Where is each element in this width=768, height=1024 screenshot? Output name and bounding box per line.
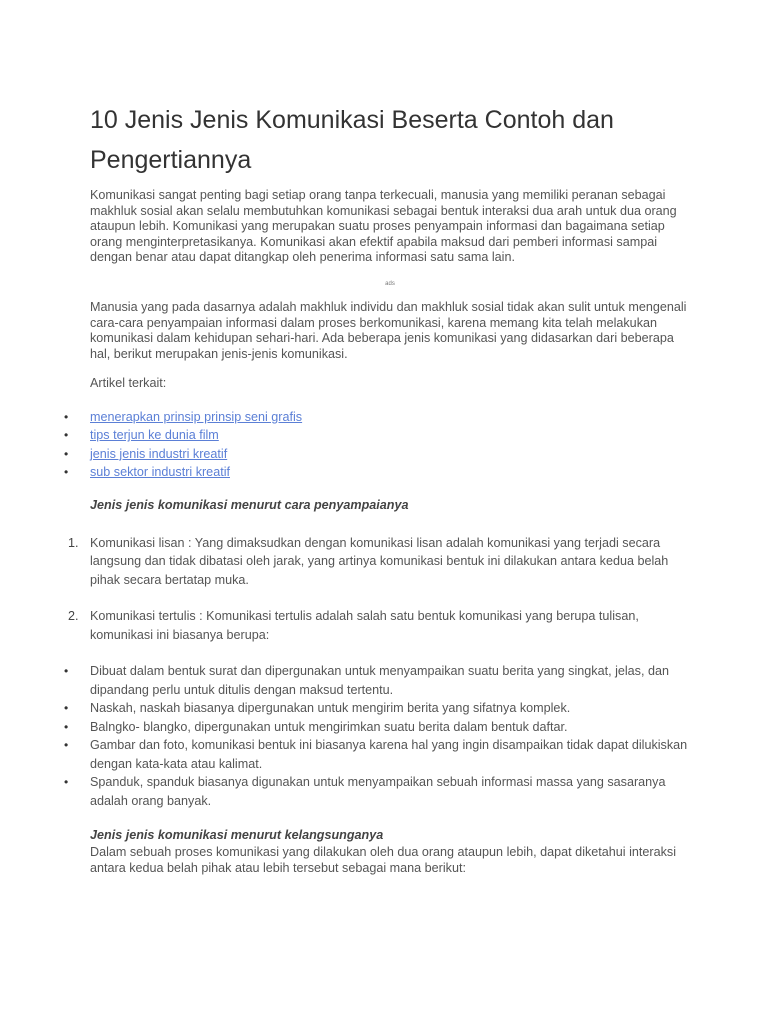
- bullet-icon: •: [64, 719, 69, 734]
- section-heading-kelangsungan: Jenis jenis komunikasi menurut kelangsunganya: [90, 828, 384, 843]
- list-item: [64, 736, 690, 773]
- bullet-icon: •: [64, 428, 69, 443]
- related-link-seni-grafis[interactable]: menerapkan prinsip prinsip seni grafis: [90, 409, 303, 424]
- item-text: Komunikasi tertulis : Komunikasi tertulis adalah salah satu bentuk komunikasi yang berupa tulisan, komunikasi ini biasanya berupa:: [90, 609, 639, 642]
- list-item: [64, 426, 690, 445]
- written-forms-list: [64, 662, 690, 810]
- article-page: [64, 100, 690, 877]
- bullet-icon: •: [64, 409, 69, 424]
- item-text: Komunikasi lisan : Yang dimaksudkan dengan komunikasi lisan adalah komunikasi yang terjadi secara langsung dan tidak dibatasi oleh jarak, yang artinya komunikasi bentuk ini dilakukan antara kedua belah pihak secara bertatap muka.: [90, 535, 669, 587]
- list-item: [64, 445, 690, 464]
- item-number: 2.: [68, 609, 79, 624]
- bullet-icon: •: [64, 446, 69, 461]
- bullet-icon: •: [64, 465, 69, 480]
- related-link-industri-kreatif[interactable]: jenis jenis industri kreatif: [90, 446, 228, 461]
- list-item: [64, 463, 690, 482]
- bullet-icon: •: [64, 701, 69, 716]
- article-title: 10 Jenis Jenis Komunikasi Beserta Contoh dan Pengertiannya: [90, 106, 614, 174]
- body-paragraph: Manusia yang pada dasarnya adalah makhluk individu dan makhluk sosial tidak akan sulit untuk mengenali cara-cara penyampaian informasi dalam proses berkomunikasi, karena memang kita telah melakukan komunikasi dalam kehidupan sehari-hari. Ada beberapa jenis komunikasi yang didasarkan dari beberapa hal, berikut merupakan jenis-jenis komunikasi.: [90, 299, 687, 361]
- numbered-item-lisan: [68, 534, 690, 590]
- list-item-text: Balngko- blangko, dipergunakan untuk mengirimkan suatu berita dalam bentuk daftar.: [90, 719, 568, 734]
- list-item-text: Naskah, naskah biasanya dipergunakan untuk mengirim berita yang sifatnya komplek.: [90, 701, 571, 716]
- bullet-icon: •: [64, 738, 69, 753]
- list-item: [64, 699, 690, 718]
- bullet-icon: •: [64, 775, 69, 790]
- list-item: [64, 718, 690, 737]
- related-link-dunia-film[interactable]: tips terjun ke dunia film: [90, 428, 219, 443]
- list-item: [64, 408, 690, 427]
- list-item: [64, 773, 690, 810]
- bullet-icon: •: [64, 664, 69, 679]
- list-item: [64, 662, 690, 699]
- related-articles-label: Artikel terkait:: [90, 376, 167, 391]
- intro-paragraph: Komunikasi sangat penting bagi setiap orang tanpa terkecuali, manusia yang memiliki peranan sebagai makhluk sosial akan selalu membutuhkan komunikasi sebagai bentuk interaksi dua arah untuk dua orang ataupun lebih. Komunikasi yang merupakan suatu proses penyampain informasi dan bagaimana setiap orang menginterpretasikanya. Komunikasi akan efektif apabila maksud dari pemberi informasi sampai dengan benar atau dapat ditangkap oleh penerima informasi satu sama lain.: [90, 188, 677, 265]
- numbered-item-tertulis: [68, 607, 690, 644]
- related-articles-list: [64, 408, 690, 482]
- section-heading-cara-penyampaian: Jenis jenis komunikasi menurut cara penyampaianya: [90, 497, 409, 512]
- item-number: 1.: [68, 535, 79, 550]
- section-paragraph: Dalam sebuah proses komunikasi yang dilakukan oleh dua orang ataupun lebih, dapat diketahui interaksi antara kedua belah pihak atau lebih tersebut sebagai mana berikut:: [90, 844, 676, 876]
- list-item-text: Dibuat dalam bentuk surat dan dipergunakan untuk menyampaikan suatu berita yang singkat, jelas, dan dipandang perlu untuk ditulis dengan maksud tertentu.: [90, 664, 669, 697]
- related-link-sub-sektor[interactable]: sub sektor industri kreatif: [90, 465, 230, 480]
- list-item-text: Spanduk, spanduk biasanya digunakan untuk menyampaikan sebuah informasi massa yang sasaranya adalah orang banyak.: [90, 775, 666, 808]
- list-item-text: Gambar dan foto, komunikasi bentuk ini biasanya karena hal yang ingin disampaikan tidak dapat dilukiskan dengan kata-kata atau kalimat.: [90, 738, 688, 771]
- ads-label: ads: [385, 280, 395, 287]
